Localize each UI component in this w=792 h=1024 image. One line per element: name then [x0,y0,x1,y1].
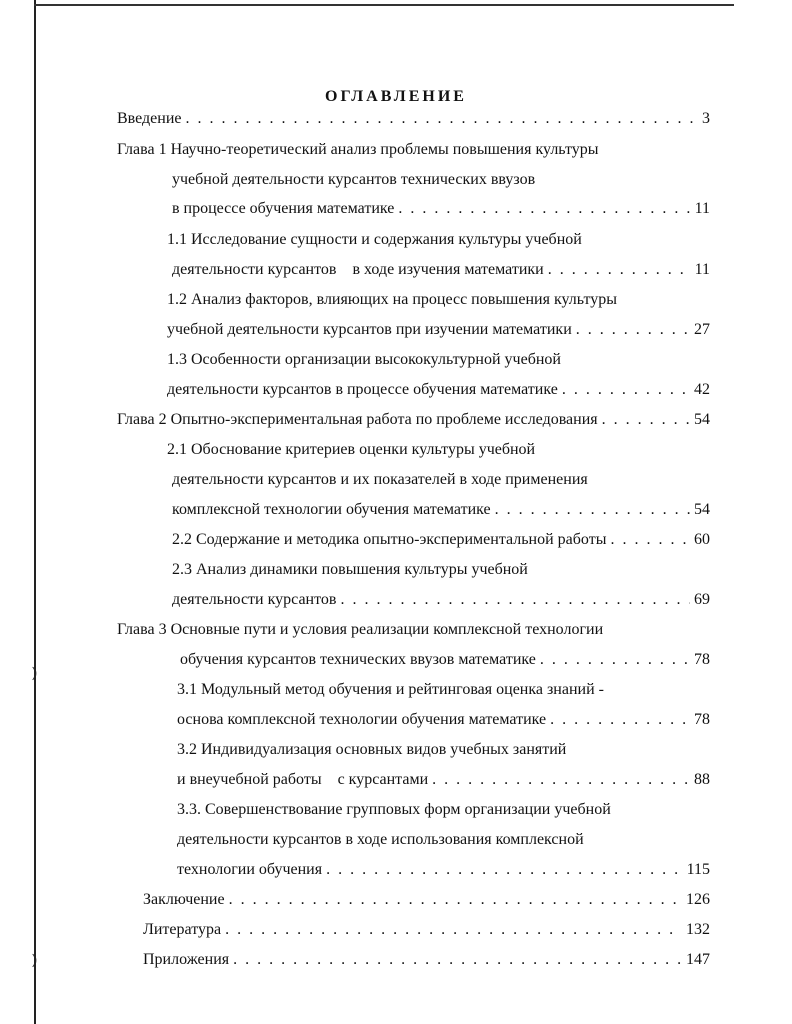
toc-entry-page: 3 [702,110,710,127]
toc-entry-page: 147 [686,951,710,968]
toc-entry-text: деятельности курсантов в ходе изучения математики [172,261,544,278]
toc-leader [550,710,690,730]
toc-entry-text: комплексной технологии обучения математике [172,501,491,518]
toc-entry-page: 78 [694,711,710,728]
toc-leader [432,770,690,790]
toc-entry-text: 2.3 Анализ динамики повышения культуры учебной [172,561,528,578]
toc-entry[interactable] [172,560,528,580]
toc-entry[interactable] [177,800,611,820]
toc-entry-text: 1.2 Анализ факторов, влияющих на процесс повышения культуры [167,291,617,308]
toc-entry[interactable] [177,830,584,850]
toc-entry[interactable] [172,199,710,219]
toc-entry-text: деятельности курсантов в процессе обучения математике [167,381,558,398]
toc-entry[interactable] [117,410,710,430]
toc-entry-text: Глава 3 Основные пути и условия реализации комплексной технологии [117,621,604,638]
toc-leader [548,260,691,280]
scan-top-border [34,4,734,6]
toc-entry[interactable] [117,109,710,129]
toc-entry[interactable] [177,710,710,730]
toc-entry-page: 78 [694,651,710,668]
toc-entry[interactable] [167,350,561,370]
toc-entry-page: 115 [686,861,710,878]
toc-entry[interactable] [172,470,588,490]
toc-entry-text: учебной деятельности курсантов при изучении математики [167,321,572,338]
toc-entry-text: и внеучебной работы с курсантами [177,771,429,788]
toc-leader [610,530,690,550]
toc-leader [540,650,690,670]
toc-entry[interactable] [117,620,603,640]
toc-leader [229,890,682,910]
toc-entry[interactable] [172,170,535,190]
toc-entry[interactable] [177,740,566,760]
toc-entry-text: 1.1 Исследование сущности и содержания культуры учебной [167,231,582,248]
toc-entry[interactable] [177,680,604,700]
toc-leader [186,109,699,129]
toc-entry-text: 1.3 Особенности организации высококультурной учебной [167,351,561,368]
toc-entry-text: 2.1 Обоснование критериев оценки культуры учебной [167,441,536,458]
scan-left-border [34,0,36,1024]
toc-entry-text: деятельности курсантов и их показателей в ходе применения [172,471,588,488]
toc-entry-page: 54 [694,501,710,518]
toc-entry-page: 60 [694,531,710,548]
toc-entry[interactable] [167,320,710,340]
toc-entry-text: основа комплексной технологии обучения математике [177,711,547,728]
binding-mark: ) [32,665,37,681]
toc-entry[interactable] [143,920,710,940]
toc-entry-text: Глава 1 Научно-теоретический анализ проблемы повышения культуры [117,141,599,158]
toc-entry-text: Литература [143,921,222,938]
toc-entry[interactable] [167,290,617,310]
toc-entry-page: 42 [694,381,710,398]
toc-entry-text: 2.2 Содержание и методика опытно-экспериментальной работы [172,531,607,548]
toc-leader [576,320,690,340]
toc-entry-page: 126 [686,891,710,908]
toc-leader [326,860,683,880]
toc-entry[interactable] [172,590,710,610]
toc-entry-text: в процессе обучения математике [172,200,395,217]
toc-entry-page: 69 [694,591,710,608]
toc-entry-text: 3.2 Индивидуализация основных видов учебных занятий [177,741,567,758]
toc-entry-text: технологии обучения [177,861,323,878]
toc-entry[interactable] [180,650,710,670]
toc-leader [233,950,682,970]
toc-leader [602,410,690,430]
toc-entry[interactable] [172,530,710,550]
toc-entry-text: обучения курсантов технических ввузов математике [180,651,536,668]
toc-entry-text: учебной деятельности курсантов технических ввузов [172,171,536,188]
toc-entry[interactable] [167,230,582,250]
toc-entry[interactable] [177,770,710,790]
toc-entry-text: 3.1 Модульный метод обучения и рейтинговая оценка знаний - [177,681,604,698]
toc-entry[interactable] [143,890,710,910]
toc-leader [340,590,690,610]
toc-entry[interactable] [167,380,710,400]
toc-entry-text: деятельности курсантов [172,591,337,608]
page-title: ОГЛАВЛЕНИЕ [325,88,467,105]
toc-entry-page: 54 [694,411,710,428]
toc-entry-page: 132 [686,921,710,938]
toc-leader [225,920,682,940]
toc-entry-page: 11 [694,261,710,278]
toc-leader [495,500,690,520]
binding-mark: ) [32,952,37,968]
toc-entry-text: Приложения [143,951,230,968]
toc-entry[interactable] [172,260,710,280]
toc-entry[interactable] [117,140,599,160]
toc-leader [562,380,690,400]
toc-leader [398,199,690,219]
toc-entry-page: 88 [694,771,710,788]
toc-entry-text: Заключение [143,891,225,908]
toc-entry[interactable] [177,860,710,880]
toc-entry-text: Введение [117,110,182,127]
toc-entry-page: 27 [694,321,710,338]
toc-entry[interactable] [167,440,535,460]
toc-entry-text: деятельности курсантов в ходе использования комплексной [177,831,584,848]
toc-entry-page: 11 [694,200,710,217]
toc-entry-text: 3.3. Совершенствование групповых форм организации учебной [177,801,611,818]
toc-entry[interactable] [172,500,710,520]
toc-entry-text: Глава 2 Опытно-экспериментальная работа по проблеме исследования [117,411,598,428]
toc-entry[interactable] [143,950,710,970]
